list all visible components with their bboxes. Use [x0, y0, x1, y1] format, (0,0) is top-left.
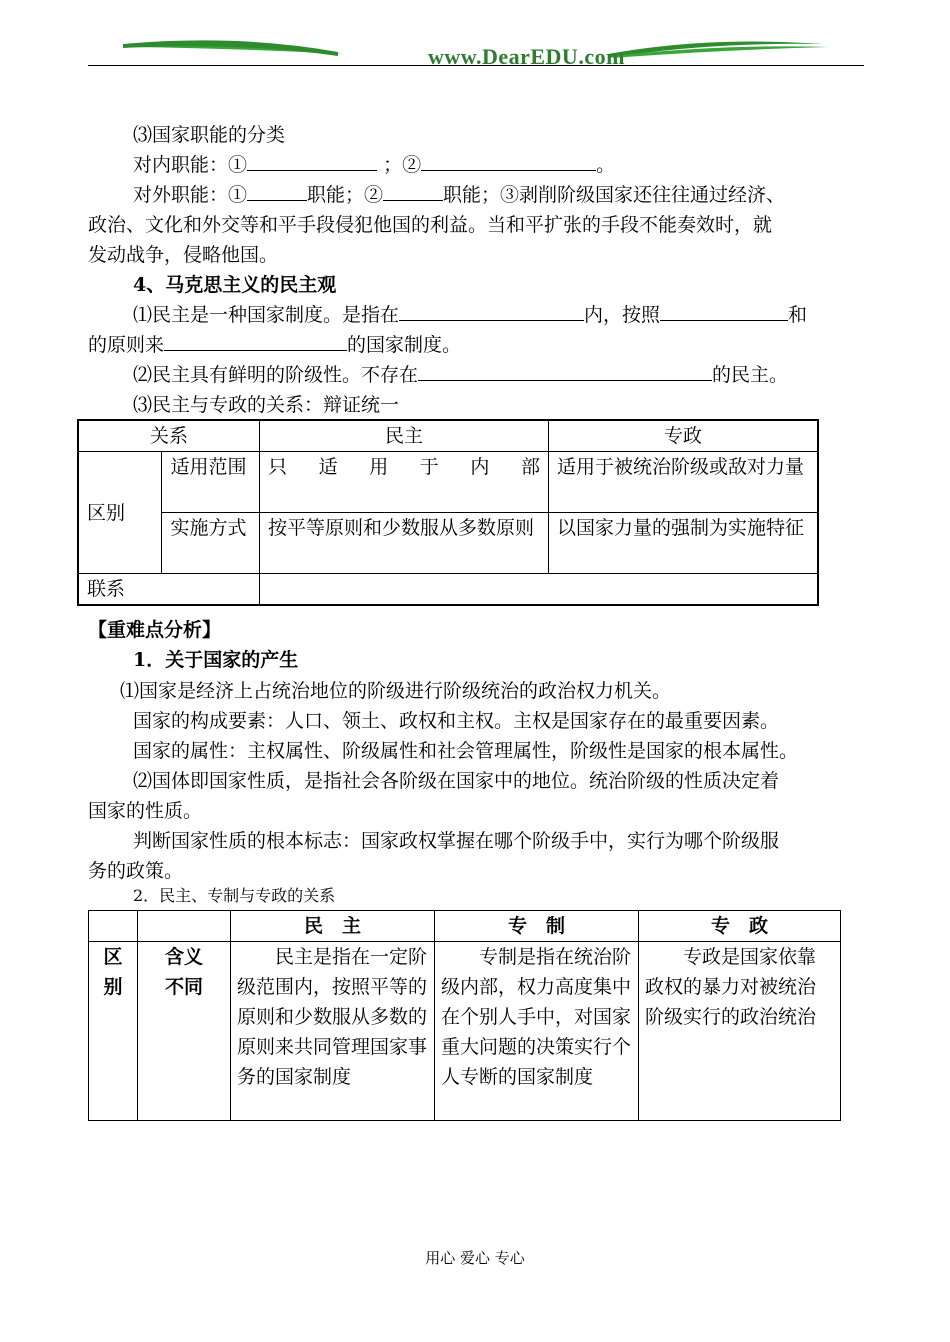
page-header [88, 30, 864, 70]
democracy-autocracy-dictatorship-table [88, 910, 841, 1121]
cell-method-democracy: 按平等原则和少数服从多数原则 [260, 513, 549, 574]
cell-dictatorship-meaning: 专政是国家依靠政权的暴力对被统治阶级实行的政治统治 [639, 942, 841, 1121]
line-external-functions: 对外职能：① 职能；② 职能；③剥削阶级国家还往往通过经济、 [133, 180, 909, 210]
line-democracy-relation: ⑶民主与专政的关系：辩证统一 [133, 394, 400, 416]
section-heading-analysis: 【重难点分析】 [88, 619, 222, 641]
cell-link-value [260, 574, 819, 606]
row-label-scope: 适用范围 [162, 452, 260, 513]
page-footer: 用心 爱心 专心 [425, 1249, 525, 1267]
cell-scope-democracy: 只适用于内部 [260, 452, 549, 513]
cell-democracy-meaning: 民主是指在一定阶级范围内，按照平等的原则和少数服从多数的原则来共同管理国家事务的国家制度 [231, 942, 435, 1121]
empty-header-cell [138, 911, 231, 942]
row-label-distinction: 区别 [89, 942, 138, 1121]
col-header-democracy: 民主 [260, 420, 549, 452]
line-text: 政治、文化和外交等和平手段侵犯他国的利益。当和平扩张的手段不能奏效时，就 [88, 214, 773, 236]
header-rule [88, 65, 864, 66]
para-state-attributes: 国家的属性：主权属性、阶级属性和社会管理属性，阶级性是国家的根本属性。 [133, 740, 799, 762]
cell-method-dictatorship: 以国家力量的强制为实施特征 [549, 513, 819, 574]
blank-1 [247, 150, 377, 171]
row-label-meaning: 含义不同 [138, 942, 231, 1121]
cell-autocracy-meaning: 专制是指在统治阶级内部，权力高度集中在个别人手中，对国家重大问题的决策实行个人专断的国家制度 [435, 942, 639, 1121]
subheading-relation: 2．民主、专制与专政的关系 [133, 886, 336, 905]
line-democracy-1: ⑴民主是一种国家制度。是指在 内，按照 和 [133, 300, 909, 330]
line-democracy-class: ⑵民主具有鲜明的阶级性。不存在 的民主。 [133, 360, 909, 390]
row-label-distinction: 区别 [78, 452, 162, 574]
para-state-mark: 判断国家性质的根本标志：国家政权掌握在哪个阶级手中，实行为哪个阶级服 [133, 830, 780, 852]
section-heading-democracy: 4、马克思主义的民主观 [133, 274, 337, 296]
blank-4 [383, 180, 443, 201]
subheading-state-origin: 1．关于国家的产生 [133, 649, 299, 671]
col-header-democracy: 民 主 [231, 911, 435, 942]
row-label-link: 联系 [78, 574, 260, 606]
blank-8 [418, 360, 712, 381]
line-text: 发动战争，侵略他国。 [88, 244, 279, 266]
blank-6 [660, 300, 788, 321]
col-header-relation: 关系 [78, 420, 260, 452]
blank-2 [421, 150, 596, 171]
line-state-functions: ⑶国家职能的分类 [133, 124, 286, 146]
para-state-nature: ⑵国体即国家性质，是指社会各阶级在国家中的地位。统治阶级的性质决定着 [133, 770, 780, 792]
para-state-definition: ⑴国家是经济上占统治地位的阶级进行阶级统治的政治权力机关。 [120, 680, 672, 702]
para-state-elements: 国家的构成要素：人口、领土、政权和主权。主权是国家存在的最重要因素。 [133, 710, 780, 732]
para-state-nature-cont: 国家的性质。 [88, 800, 203, 822]
democracy-dictatorship-table [77, 419, 819, 606]
para-state-mark-cont: 务的政策。 [88, 860, 184, 882]
row-label-method: 实施方式 [162, 513, 260, 574]
col-header-dictatorship: 专 政 [639, 911, 841, 942]
line-internal-functions: 对内职能：① ；② 。 [133, 150, 909, 180]
cell-scope-dictatorship: 适用于被统治阶级或敌对力量 [549, 452, 819, 513]
site-logo-text: www.DearEDU.com [428, 44, 625, 69]
blank-3 [247, 180, 307, 201]
blank-7 [164, 330, 347, 351]
empty-header-cell [89, 911, 138, 942]
blank-5 [399, 300, 584, 321]
col-header-dictatorship: 专政 [549, 420, 819, 452]
line-democracy-2: 的原则来 的国家制度。 [88, 330, 864, 360]
col-header-autocracy: 专 制 [435, 911, 639, 942]
